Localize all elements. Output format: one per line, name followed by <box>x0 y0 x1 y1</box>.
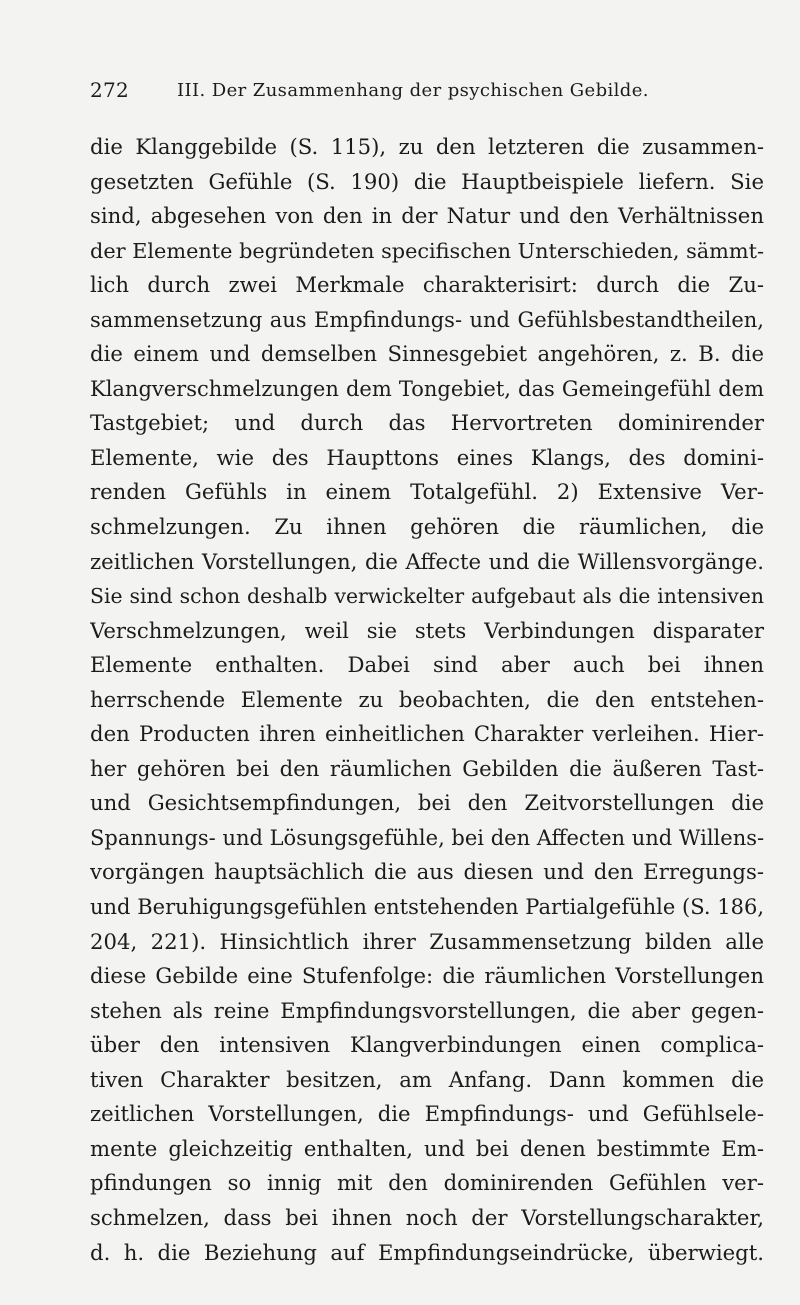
text-line: den Producten ihren einheitlichen Charakter verleihen. Hier- <box>90 721 764 747</box>
text-line: renden Gefühls in einem Totalgefühl. 2) Extensive Ver- <box>90 479 764 505</box>
text-line: Elemente enthalten. Dabei sind aber auch bei ihnen <box>90 652 764 678</box>
text-line: lich durch zwei Merkmale charakterisirt: durch die Zu- <box>90 272 764 298</box>
text-line: sammensetzung aus Empfindungs- und Gefühlsbestandtheilen, <box>90 307 764 332</box>
text-line: der Elemente begründeten specifischen Unterschieden, sämmt- <box>90 238 764 263</box>
text-line: und Beruhigungsgefühlen entstehenden Partialgefühle (S. 186, <box>90 895 764 920</box>
text-line: zeitlichen Vorstellungen, die Empfindungs- und Gefühlsele- <box>90 1101 764 1127</box>
text-line: vorgängen hauptsächlich die aus diesen und den Erregungs- <box>90 859 764 885</box>
text-line: mente gleichzeitig enthalten, und bei denen bestimmte Em- <box>90 1135 764 1161</box>
text-line: Verschmelzungen, weil sie stets Verbindungen disparater <box>90 617 764 643</box>
text-line: Tastgebiet; und durch das Hervortreten dominirender <box>90 410 764 436</box>
text-line: und Gesichtsempfindungen, bei den Zeitvorstellungen die <box>90 790 764 816</box>
text-line: diese Gebilde eine Stufenfolge: die räumlichen Vorstellungen <box>90 963 764 989</box>
text-line: über den intensiven Klangverbindungen einen complica- <box>90 1032 764 1058</box>
text-line: Spannungs- und Lösungsgefühle, bei den Affecten und Willens- <box>90 825 764 850</box>
text-line: zeitlichen Vorstellungen, die Affecte und die Willensvorgänge. <box>90 548 764 574</box>
text-line: Sie sind schon deshalb verwickelter aufgebaut als die intensiven <box>90 584 764 609</box>
text-line: gesetzten Gefühle (S. 190) die Hauptbeispiele liefern. Sie <box>90 168 764 194</box>
text-line: d. h. die Beziehung auf Empfindungseindrücke, überwiegt. <box>90 1239 764 1265</box>
text-line: stehen als reine Empfindungsvorstellungen, die aber gegen- <box>90 997 764 1023</box>
text-line: Klangverschmelzungen dem Tongebiet, das Gemeingefühl dem <box>90 376 764 401</box>
text-line: schmelzungen. Zu ihnen gehören die räumlichen, die <box>90 514 764 540</box>
text-line: die Klanggebilde (S. 115), zu den letzteren die zusammen- <box>90 134 764 159</box>
text-line: herrschende Elemente zu beobachten, die den entstehen- <box>90 686 764 712</box>
text-line: Elemente, wie des Haupttons eines Klangs, des domini- <box>90 444 764 470</box>
page-header <box>90 78 770 108</box>
text-line: 204, 221). Hinsichtlich ihrer Zusammensetzung bilden alle <box>90 928 764 954</box>
text-line: her gehören bei den räumlichen Gebilden die äußeren Tast- <box>90 755 764 781</box>
running-head: III. Der Zusammenhang der psychischen Gebilde. <box>177 80 649 101</box>
text-line: pfindungen so innig mit den dominirenden Gefühlen ver- <box>90 1170 764 1196</box>
page-number: 272 <box>90 78 130 102</box>
text-line: sind, abgesehen von den in der Natur und den Verhältnissen <box>90 203 764 229</box>
body-text <box>90 130 764 1270</box>
text-line: die einem und demselben Sinnesgebiet angehören, z. B. die <box>90 341 764 367</box>
text-line: schmelzen, dass bei ihnen noch der Vorstellungscharakter, <box>90 1204 764 1230</box>
text-line: tiven Charakter besitzen, am Anfang. Dann kommen die <box>90 1066 764 1092</box>
